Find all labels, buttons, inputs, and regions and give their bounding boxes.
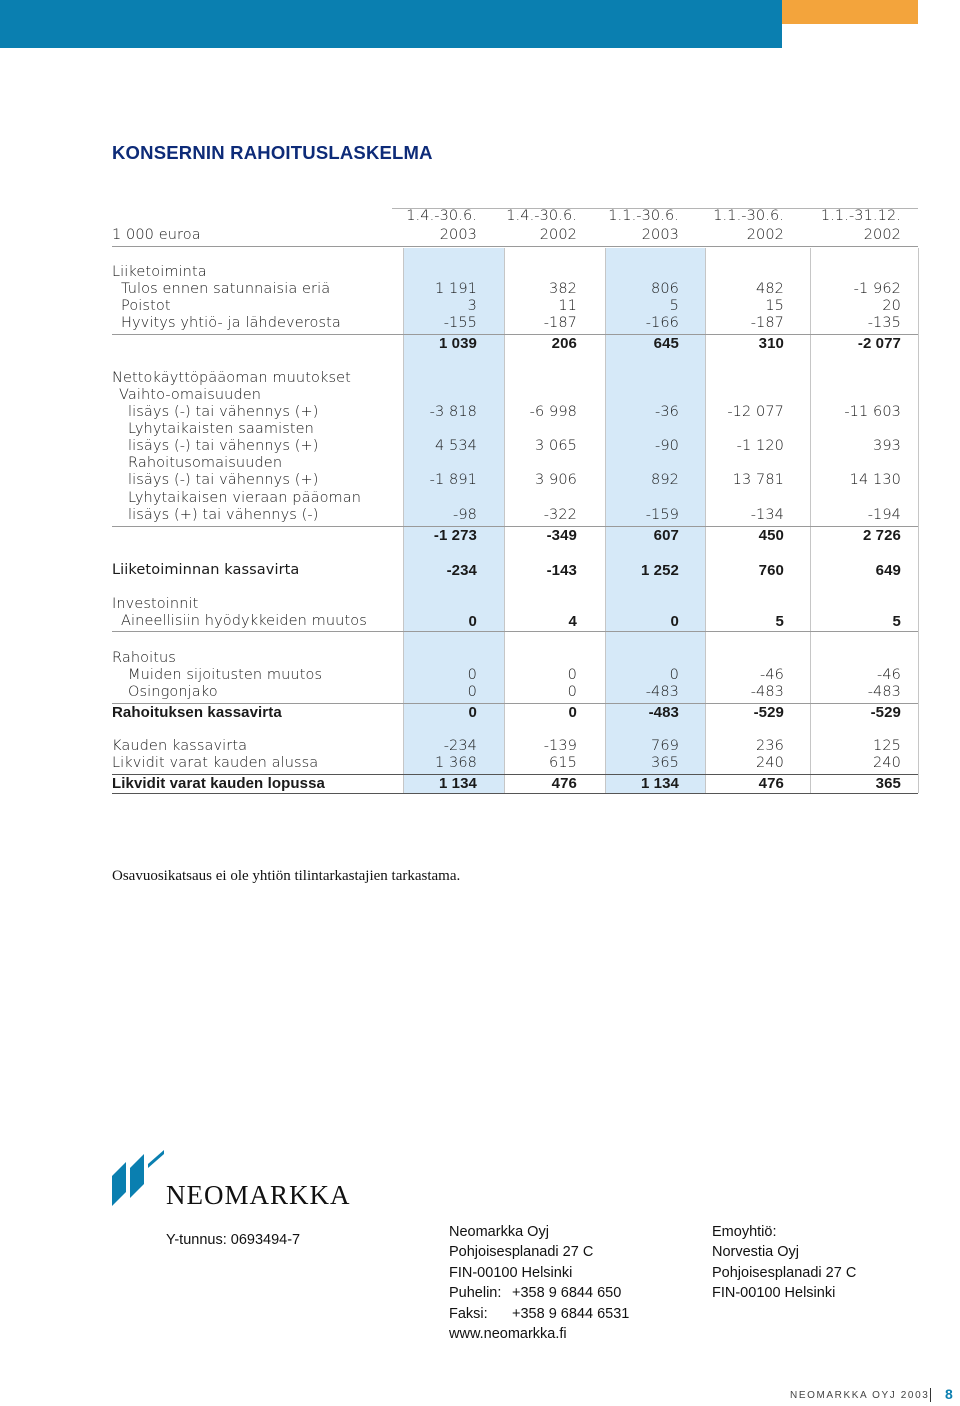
row-label: Vaihto-omaisuuden — [119, 387, 262, 403]
cell-value: -349 — [546, 527, 577, 544]
table-row — [0, 404, 960, 421]
cell-value: -159 — [645, 507, 679, 523]
audit-note: Osavuosikatsaus ei ole yhtiön tilintarkastajien tarkastama. — [112, 868, 461, 884]
row-label: Likvidit varat kauden lopussa — [112, 775, 325, 792]
cell-value: -483 — [645, 684, 679, 700]
cell-value: 4 534 — [434, 438, 477, 454]
page-number: 8 — [945, 1386, 953, 1402]
table-row — [0, 490, 960, 507]
column-period: 1.1.-30.6. — [713, 208, 784, 224]
cell-value: -483 — [750, 684, 784, 700]
cell-value: 240 — [756, 755, 784, 771]
page-footer-label: NEOMARKKA OYJ 2003 — [790, 1390, 930, 1401]
table-row — [0, 738, 960, 755]
table-row — [0, 650, 960, 667]
parent-label: Emoyhtiö: — [712, 1224, 777, 1240]
parent-street: Pohjoisesplanadi 27 C — [712, 1264, 857, 1281]
section-heading: Liiketoiminta — [112, 264, 207, 280]
row-label: Hyvitys yhtiö- ja lähdeverosta — [121, 315, 341, 331]
parent-name: Norvestia Oyj — [712, 1244, 800, 1261]
cell-value: 1 039 — [438, 335, 477, 352]
cell-value: -483 — [648, 704, 679, 721]
phone-number: +358 9 6844 650 — [512, 1285, 622, 1302]
cell-value: -90 — [655, 438, 679, 454]
table-row — [0, 596, 960, 613]
cell-value: 5 — [892, 613, 901, 630]
table-row — [0, 455, 960, 472]
row-label: Aineellisiin hyödykkeiden muutos — [121, 613, 367, 629]
section-heading: Investoinnit — [112, 596, 199, 612]
row-label: Lyhytaikaisten saamisten — [128, 421, 314, 437]
table-row — [0, 315, 960, 332]
cell-value: 0 — [567, 684, 577, 700]
cell-value: -46 — [760, 667, 784, 683]
cell-value: -143 — [546, 562, 577, 579]
column-year: 2003 — [439, 227, 477, 243]
cell-value: 382 — [549, 281, 577, 297]
column-year: 2002 — [539, 227, 577, 243]
cell-value: -234 — [446, 562, 477, 579]
cell-value: -2 077 — [857, 335, 901, 352]
row-label: Muiden sijoitusten muutos — [128, 667, 323, 683]
fax-label: Faksi: — [449, 1305, 488, 1322]
company-street: Pohjoisesplanadi 27 C — [449, 1244, 594, 1261]
row-label: Poistot — [121, 298, 171, 314]
cell-value: 365 — [875, 775, 901, 792]
company-contact — [449, 1222, 629, 1344]
cell-value: 0 — [467, 667, 477, 683]
row-label: Likvidit varat kauden alussa — [112, 755, 319, 771]
cell-value: 1 191 — [434, 281, 477, 297]
cell-value: 1 252 — [640, 562, 679, 579]
business-id-text: Y-tunnus: 0693494-7 — [166, 1232, 301, 1248]
cell-value: 649 — [875, 562, 901, 579]
column-year: 2002 — [863, 227, 901, 243]
cell-value: 0 — [468, 613, 477, 630]
table-row — [0, 438, 960, 455]
cell-value: 615 — [549, 755, 577, 771]
cell-value: -322 — [543, 507, 577, 523]
cell-value: 0 — [468, 704, 477, 721]
column-period: 1.4.-30.6. — [506, 208, 577, 224]
cell-value: 14 130 — [849, 472, 901, 488]
cell-value: -3 818 — [429, 404, 477, 420]
table-row — [0, 281, 960, 298]
cell-value: -12 077 — [727, 404, 784, 420]
cell-value: -134 — [750, 507, 784, 523]
cell-value: -6 998 — [529, 404, 577, 420]
row-label: Rahoituksen kassavirta — [112, 704, 282, 721]
row-label: lisäys (-) tai vähennys (+) — [128, 438, 319, 454]
cell-value: 11 — [558, 298, 577, 314]
company-fax-line — [449, 1304, 629, 1324]
subtotal-rule — [112, 631, 918, 632]
cell-value: 1 134 — [438, 775, 477, 792]
cell-value: 450 — [758, 527, 784, 544]
section-heading: Rahoitus — [112, 650, 176, 666]
cell-value: -139 — [543, 738, 577, 754]
cell-value: 760 — [758, 562, 784, 579]
total-row — [0, 775, 960, 792]
table-row — [0, 684, 960, 701]
cell-value: 1 134 — [640, 775, 679, 792]
table-row — [0, 667, 960, 684]
row-label: lisäys (-) tai vähennys (+) — [128, 404, 319, 420]
cell-value: -187 — [750, 315, 784, 331]
cell-value: 607 — [653, 527, 679, 544]
cell-value: 3 906 — [534, 472, 577, 488]
company-phone-line — [449, 1283, 629, 1303]
company-city: FIN-00100 Helsinki — [449, 1264, 573, 1281]
cell-value: -46 — [877, 667, 901, 683]
cell-value: 125 — [873, 738, 901, 754]
cell-value: 0 — [568, 704, 577, 721]
logo-wordmark: NEOMARKKA — [166, 1180, 351, 1210]
subtotal-row — [0, 335, 960, 352]
business-id — [166, 1230, 300, 1250]
cell-value: -194 — [867, 507, 901, 523]
row-label: Liiketoiminnan kassavirta — [112, 562, 300, 578]
row-label: Rahoitusomaisuuden — [128, 455, 283, 471]
parent-city: FIN-00100 Helsinki — [712, 1285, 836, 1302]
neomarkka-logo-icon — [112, 1150, 168, 1206]
cell-value: 206 — [551, 335, 577, 352]
column-year: 2003 — [641, 227, 679, 243]
header-period-row — [0, 208, 960, 225]
cell-value: 1 368 — [434, 755, 477, 771]
company-name: Neomarkka Oyj — [449, 1224, 549, 1240]
cell-value: -529 — [753, 704, 784, 721]
cell-value: 0 — [670, 613, 679, 630]
cell-value: -1 891 — [429, 472, 477, 488]
cell-value: 645 — [653, 335, 679, 352]
cell-value: 482 — [756, 281, 784, 297]
cell-value: 240 — [873, 755, 901, 771]
cell-value: 476 — [758, 775, 784, 792]
cell-value: 0 — [467, 684, 477, 700]
cell-value: 3 — [467, 298, 477, 314]
cell-value: -135 — [867, 315, 901, 331]
company-website: www.neomarkka.fi — [449, 1326, 567, 1343]
cell-value: -166 — [645, 315, 679, 331]
column-period: 1.1.-30.6. — [608, 208, 679, 224]
row-label: Kauden kassavirta — [112, 738, 248, 754]
cell-value: 393 — [873, 438, 901, 454]
page-title: KONSERNIN RAHOITUSLASKELMA — [112, 142, 433, 163]
phone-label: Puhelin: — [449, 1285, 502, 1302]
subtotal-row — [0, 704, 960, 721]
cell-value: 0 — [567, 667, 577, 683]
cell-value: 806 — [651, 281, 679, 297]
row-label: Osingonjako — [128, 684, 218, 700]
cell-value: -234 — [443, 738, 477, 754]
cell-value: 4 — [568, 613, 577, 630]
cell-value: -155 — [443, 315, 477, 331]
column-period: 1.1.-31.12. — [820, 208, 901, 224]
table-row — [0, 421, 960, 438]
table-row — [0, 387, 960, 404]
row-label: lisäys (+) tai vähennys (-) — [128, 507, 319, 523]
unit-label: 1 000 euroa — [112, 227, 201, 243]
cell-value: -529 — [870, 704, 901, 721]
cell-value: 892 — [651, 472, 679, 488]
cell-value: 365 — [651, 755, 679, 771]
cell-value: 236 — [756, 738, 784, 754]
header-rule — [112, 246, 918, 247]
cell-value: -483 — [867, 684, 901, 700]
cell-value: 13 781 — [732, 472, 784, 488]
cell-value: 2 726 — [862, 527, 901, 544]
cell-value: 769 — [651, 738, 679, 754]
top-accent-bar — [782, 0, 918, 24]
table-row — [0, 472, 960, 489]
row-label: Tulos ennen satunnaisia eriä — [121, 281, 331, 297]
cell-value: -1 273 — [433, 527, 477, 544]
table-row — [0, 755, 960, 772]
table-bottom-rule — [112, 793, 918, 794]
header-year-row — [0, 227, 960, 244]
table-row — [0, 613, 960, 630]
column-year: 2002 — [746, 227, 784, 243]
subtotal-row — [0, 527, 960, 544]
cell-value: 20 — [882, 298, 901, 314]
page-footer-divider — [930, 1388, 931, 1402]
cell-value: 15 — [765, 298, 784, 314]
table-row — [0, 507, 960, 524]
cell-value: -98 — [453, 507, 477, 523]
cell-value: -187 — [543, 315, 577, 331]
table-row — [0, 264, 960, 281]
cell-value: -1 120 — [736, 438, 784, 454]
table-row — [0, 298, 960, 315]
cell-value: 3 065 — [534, 438, 577, 454]
cell-value: 0 — [669, 667, 679, 683]
cell-value: 310 — [758, 335, 784, 352]
section-heading: Nettokäyttöpääoman muutokset — [112, 370, 351, 386]
cell-value: 5 — [775, 613, 784, 630]
table-row — [0, 562, 960, 579]
column-period: 1.4.-30.6. — [406, 208, 477, 224]
parent-company — [712, 1222, 856, 1304]
table-row — [0, 370, 960, 387]
cell-value: 5 — [669, 298, 679, 314]
row-label: lisäys (-) tai vähennys (+) — [128, 472, 319, 488]
cell-value: -1 962 — [853, 281, 901, 297]
row-label: Lyhytaikaisen vieraan pääoman — [128, 490, 362, 506]
cell-value: 476 — [551, 775, 577, 792]
top-brand-bar — [0, 0, 782, 48]
cell-value: -11 603 — [844, 404, 901, 420]
cell-value: -36 — [655, 404, 679, 420]
fax-number: +358 9 6844 6531 — [512, 1305, 630, 1322]
